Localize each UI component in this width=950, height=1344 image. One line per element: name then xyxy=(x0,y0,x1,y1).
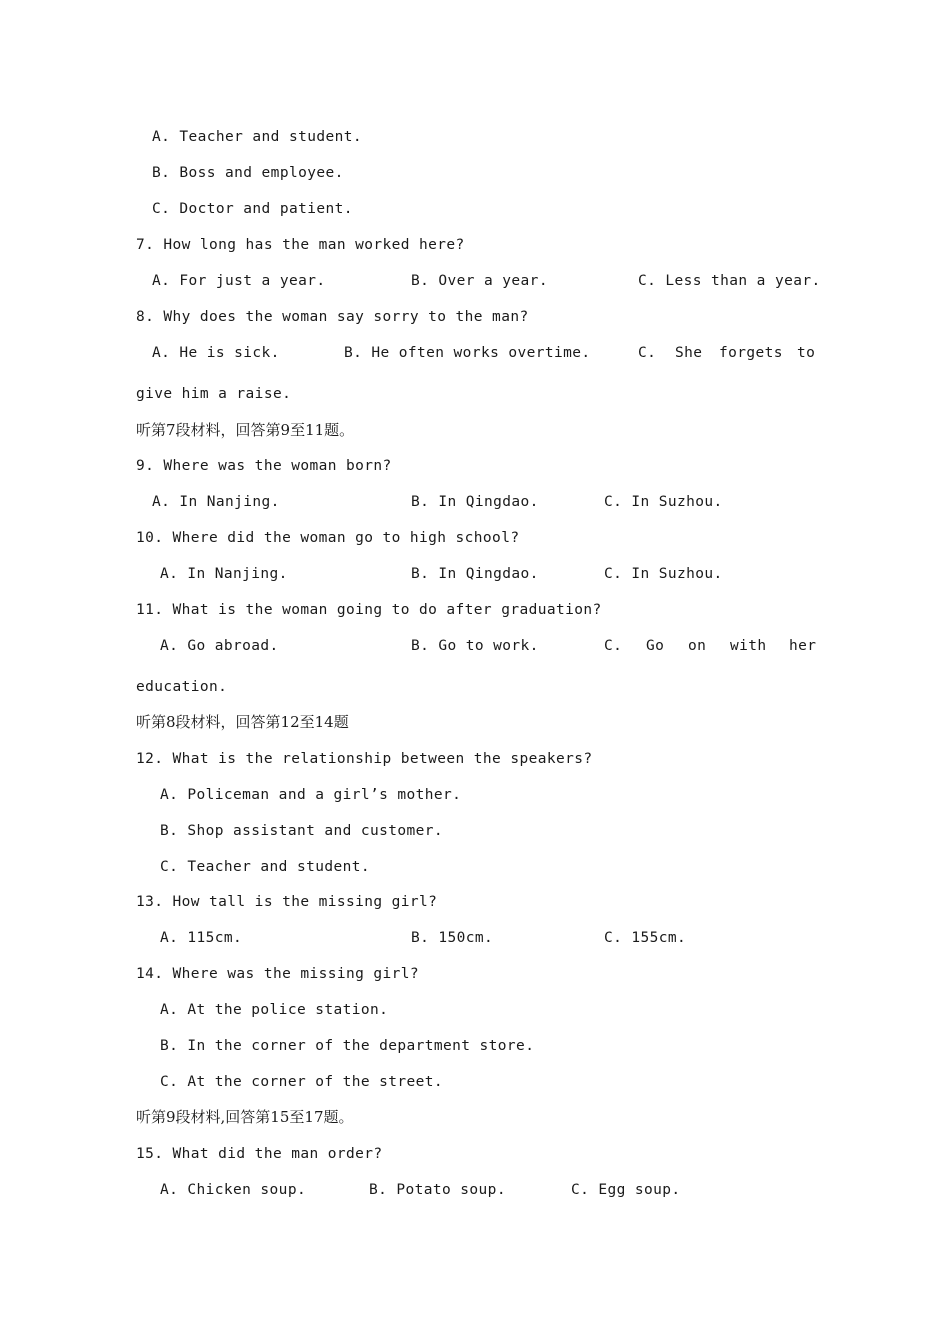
q15-option-c: C. Egg soup. xyxy=(571,1182,681,1198)
question-9: 9. Where was the woman born? xyxy=(136,458,392,474)
question-7: 7. How long has the man worked here? xyxy=(136,237,465,253)
q11-option-c-word: on xyxy=(688,638,707,654)
q8-option-c-word: She xyxy=(675,345,703,361)
q9-option-c: C. In Suzhou. xyxy=(604,494,723,510)
section-9-heading: 听第9段材料,回答第15至17题。 xyxy=(136,1108,354,1126)
q15-option-a: A. Chicken soup. xyxy=(160,1182,307,1198)
q13-option-a: A. 115cm. xyxy=(160,930,243,946)
q11-option-c-word: Go xyxy=(646,638,665,654)
q12-option-a: A. Policeman and a girl’s mother. xyxy=(160,787,462,803)
q12-option-b: B. Shop assistant and customer. xyxy=(160,823,444,839)
q14-option-b: B. In the corner of the department store. xyxy=(160,1038,535,1054)
q8-option-b: B. He often works overtime. xyxy=(344,345,591,361)
q9-option-a: A. In Nanjing. xyxy=(152,494,280,510)
q11-option-c-letter: C. xyxy=(604,638,623,654)
q6-option-b: B. Boss and employee. xyxy=(152,165,344,181)
q8-option-c-continuation: give him a raise. xyxy=(136,386,292,402)
q15-option-b: B. Potato soup. xyxy=(369,1182,506,1198)
q13-option-b: B. 150cm. xyxy=(411,930,494,946)
q11-option-c-word: with xyxy=(730,638,767,654)
q8-option-c-word: to xyxy=(797,345,816,361)
q6-option-c: C. Doctor and patient. xyxy=(152,201,353,217)
q10-option-b: B. In Qingdao. xyxy=(411,566,539,582)
q14-option-c: C. At the corner of the street. xyxy=(160,1074,444,1090)
q9-option-b: B. In Qingdao. xyxy=(411,494,539,510)
question-14: 14. Where was the missing girl? xyxy=(136,966,420,982)
q6-option-a: A. Teacher and student. xyxy=(152,129,362,145)
q8-option-c-word: forgets xyxy=(719,345,783,361)
section-8-heading: 听第8段材料，回答第12至14题 xyxy=(136,713,349,731)
q11-option-a: A. Go abroad. xyxy=(160,638,279,654)
q7-option-c: C. Less than a year. xyxy=(638,273,821,289)
q7-option-b: B. Over a year. xyxy=(411,273,548,289)
q14-option-a: A. At the police station. xyxy=(160,1002,389,1018)
question-11: 11. What is the woman going to do after graduation? xyxy=(136,602,602,618)
q11-option-c-continuation: education. xyxy=(136,679,228,695)
q8-option-c-letter: C. xyxy=(638,345,657,361)
q11-option-b: B. Go to work. xyxy=(411,638,539,654)
q7-option-a: A. For just a year. xyxy=(152,273,326,289)
question-8: 8. Why does the woman say sorry to the man? xyxy=(136,309,529,325)
question-12: 12. What is the relationship between the speakers? xyxy=(136,751,593,767)
q13-option-c: C. 155cm. xyxy=(604,930,687,946)
question-13: 13. How tall is the missing girl? xyxy=(136,894,438,910)
q10-option-a: A. In Nanjing. xyxy=(160,566,288,582)
question-10: 10. Where did the woman go to high school? xyxy=(136,530,520,546)
q8-option-a: A. He is sick. xyxy=(152,345,280,361)
section-7-heading: 听第7段材料，回答第9至11题。 xyxy=(136,421,355,439)
q10-option-c: C. In Suzhou. xyxy=(604,566,723,582)
q12-option-c: C. Teacher and student. xyxy=(160,859,370,875)
q11-option-c-word: her xyxy=(789,638,817,654)
question-15: 15. What did the man order? xyxy=(136,1146,383,1162)
